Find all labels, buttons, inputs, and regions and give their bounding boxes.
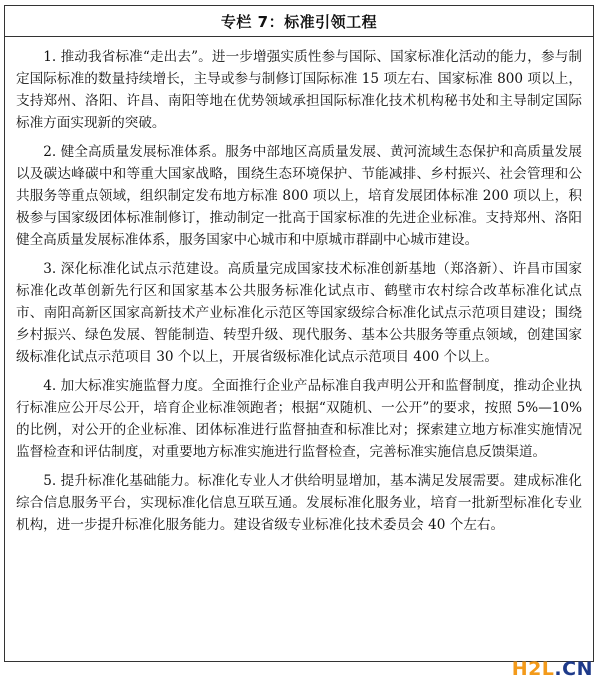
- box-header: [5, 6, 593, 37]
- paragraph-5: 5. 提升标准化基础能力。标准化专业人才供给明显增加，基本满足发展需要。建成标准化综合信息服务平台，实现标准化信息互联互通。发展标准化服务业，培育一批新型标准化专业机构，进一步提升标准化服务能力。建设省级专业标准化技术委员会 40 个左右。: [16, 473, 582, 533]
- site-watermark: [512, 658, 593, 680]
- paragraph-3: 3. 深化标准化试点示范建设。高质量完成国家技术标准创新基地（郑洛新）、许昌市国家标准化改革创新先行区和国家基本公共服务标准化试点市、鹤壁市农村综合改革标准化试点市、南阳高新区国家高新技术产业标准化示范区等国家级综合标准化试点示范项目建设；围绕乡村振兴、绿色发展、智能制造、转型升级、现代服务、基本公共服务等重点领域，创建国家级标准化试点示范项目 30 个以上，开展省级标准化试点示范项目 400 个以上。: [16, 261, 582, 365]
- paragraph-2: 2. 健全高质量发展标准体系。服务中部地区高质量发展、黄河流域生态保护和高质量发展以及碳达峰碳中和等重大国家战略，围绕生态环境保护、节能减排、乡村振兴、社会管理和公共服务等重点领域，组织制定发布地方标准 800 项以上，培育发展团体标准 200 项以上，积极参与国家级团体标准制修订，推动制定一批高于国家标准的先进企业标准。支持郑州、洛阳健全高质量发展标准体系，服务国家中心城市和中原城市群副中心城市建设。: [16, 144, 582, 248]
- watermark-suffix: .CN: [554, 658, 593, 680]
- box-title: 专栏 7：标准引领工程: [220, 12, 378, 31]
- paragraph-1: 1. 推动我省标准“走出去”。进一步增强实质性参与国际、国家标准化活动的能力，参与制定国际标准的数量持续增长，主导或参与制修订国际标准 15 项左右、国家标准 800 项以上，支持郑州、洛阳、许昌、南阳等地在优势领域承担国际标准化技术机构秘书处和主导制定国际标准方面实现新的突破。: [16, 49, 582, 131]
- column-box: [4, 5, 594, 662]
- box-content: [5, 37, 593, 536]
- watermark-brand: H2L: [511, 658, 555, 680]
- paragraph-4: 4. 加大标准实施监督力度。全面推行企业产品标准自我声明公开和监督制度，推动企业执行标准应公开尽公开，培育企业标准领跑者；根据“双随机、一公开”的要求，按照 5%—10%的比例，对公开的企业标准、团体标准进行监督抽查和标准比对；探索建立地方标准实施情况监督检查和评估制度，对重要地方标准实施进行监督检查，完善标准实施信息反馈渠道。: [16, 378, 582, 460]
